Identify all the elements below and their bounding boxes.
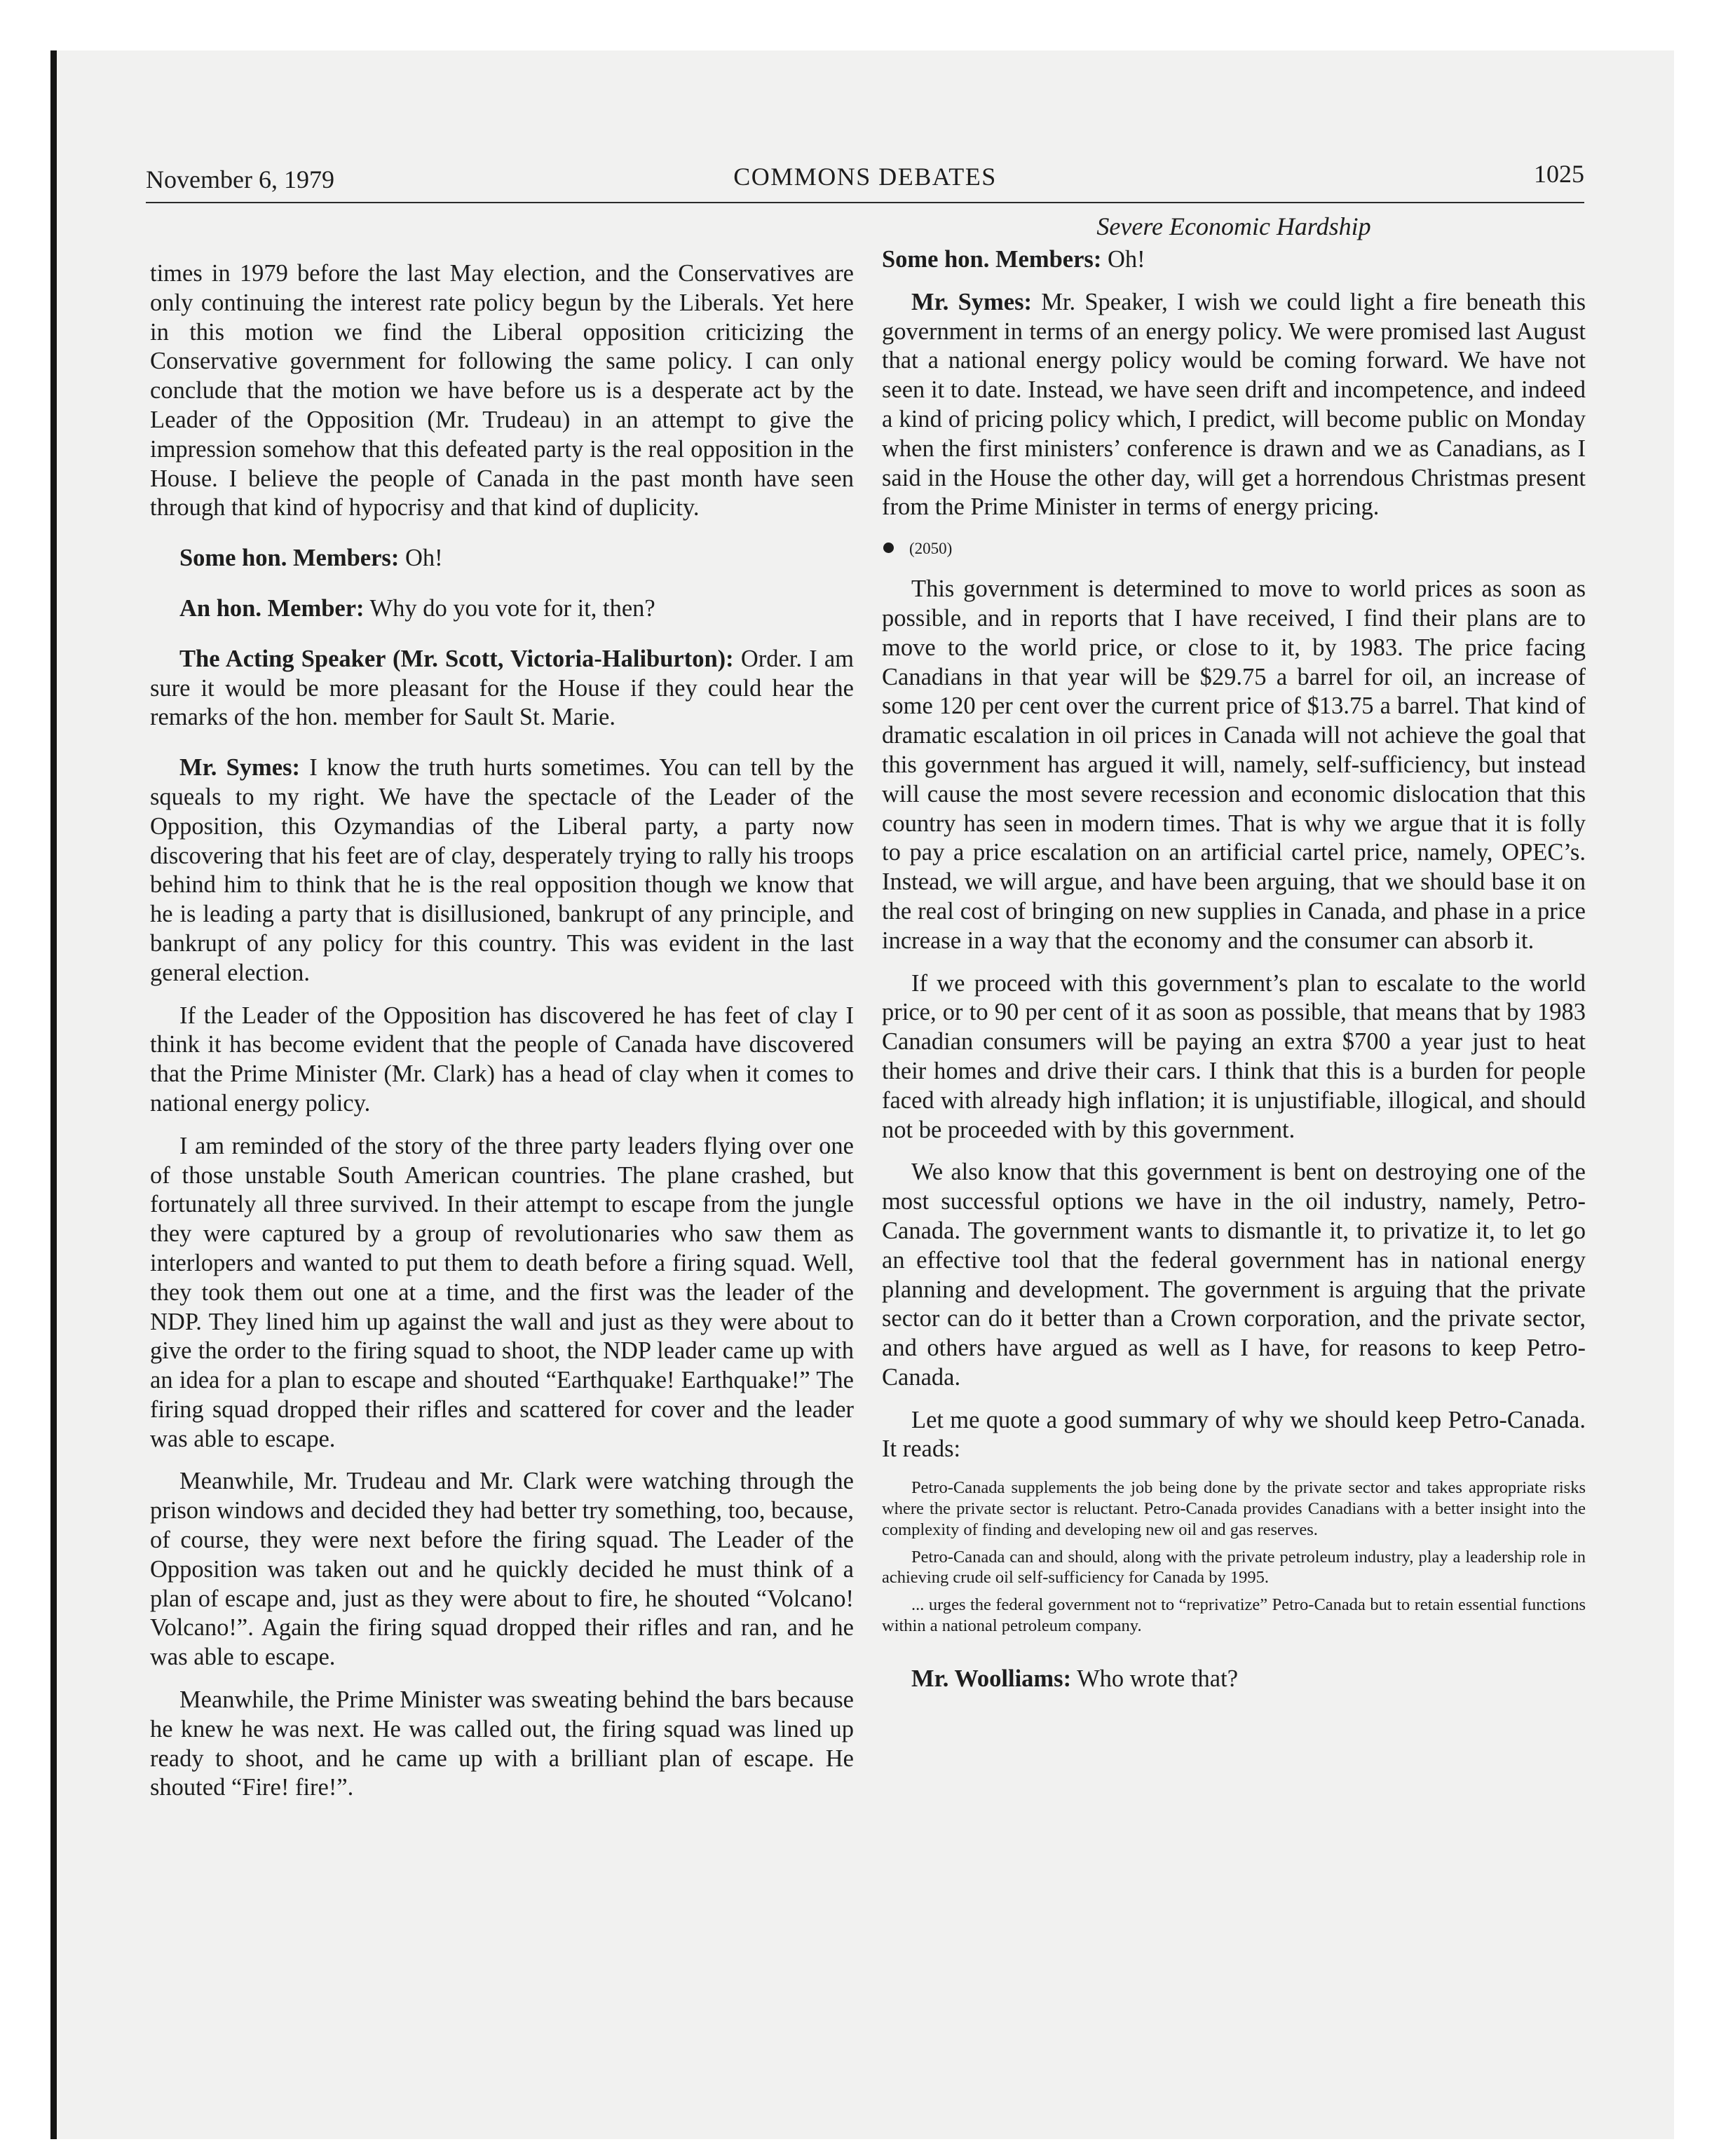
speech-text: I know the truth hurts sometimes. You can tell by the squeals to my right. We have the spectacle of the Leader of the Opposition, this Ozymandias of the Liberal party, a party now discovering that his feet are of clay, desperately trying to rally his troops behind him to think that he is the real opposition though we know that he is leading a party that is disillusioned, bankrupt of any principle, and bankrupt of any policy for this country. This was evident in the last general election. bbox=[150, 754, 854, 986]
page-header bbox=[146, 160, 1584, 203]
paragraph: If we proceed with this government’s plan to escalate to the world price, or to 90 per cent of it as soon as possible, that means that by 1983 Canadian consumers will be paying an extra $700 a year just to heat their homes and drive their cars. I think that this is a burden for people faced with already high inflation; it is unjustifiable, illogical, and should not be proceeded with by this government. bbox=[882, 969, 1586, 1143]
speech bbox=[150, 753, 854, 988]
speech-text: Oh! bbox=[1107, 246, 1145, 273]
bullet-icon bbox=[883, 543, 894, 553]
speech-text: Oh! bbox=[404, 545, 443, 572]
speech bbox=[150, 594, 854, 624]
paragraph: I am reminded of the story of the three party leaders flying over one of those unstable South American countries. The plane crashed, but fortunately all three survived. In their attempt to escape from the jungle they were captured by a group of revolutionaries who saw them as interlopers and wanted to put them to death before a firing squad. Well, they took them out one at a time, and the first was the leader of the NDP. They lined him up against the wall and just as they were about to give the order to the firing squad to shoot, the NDP leader came up with an idea for a plan to escape and shouted “Earthquake! Earthquake!” The firing squad dropped their rifles and scattered for cover and the leader was able to escape. bbox=[150, 1132, 854, 1452]
speech bbox=[150, 544, 854, 573]
paragraph: Let me quote a good summary of why we should keep Petro-Canada. It reads: bbox=[882, 1406, 1586, 1463]
left-column bbox=[150, 259, 854, 1816]
block-quote: ... urges the federal government not to “reprivatize” Petro-Canada but to retain essential functions within a national petroleum company. bbox=[882, 1595, 1586, 1636]
header-page-number: 1025 bbox=[1534, 160, 1584, 188]
speech bbox=[150, 645, 854, 732]
paragraph: If the Leader of the Opposition has discovered he has feet of clay I think it has become evident that the people of Canada have discovered that the Prime Minister (Mr. Clark) has a head of clay when it comes to national energy policy. bbox=[150, 1002, 854, 1117]
paragraph: This government is determined to move to world prices as soon as possible, and in reports that I have received, I find their plans are to move to the world price, or close to it, by 1983. The price facing Canadians in that year will be $29.75 a barrel for oil, an increase of some 120 per cent over the current price of $13.75 a barrel. That kind of dramatic escalation in oil prices in Canada will not achieve the goal that this government has argued it will, namely, self-sufficiency, but instead will cause the most severe recession and economic dislocation that this country has seen in modern times. That is why we argue that it is folly to pay a price escalation on an artificial cartel price, namely, OPEC’s. Instead, we will argue, and have been arguing, that we should base it on the real cost of bringing on new supplies in Canada, and phase in a price increase in a way that the economy and the consumer can absorb it. bbox=[882, 575, 1586, 954]
speech-text: Mr. Speaker, I wish we could light a fire beneath this government in terms of an energy policy. We were promised last August that a national energy policy would be coming forward. We have not seen it to date. Instead, we have seen drift and incompetence, and indeed a kind of pricing policy which, I predict, will become public on Monday when the first ministers’ conference is drawn and we as Canadians, as I said in the House the other day, will get a horrendous Christmas present from the Prime Minister in terms of energy pricing. bbox=[882, 288, 1586, 521]
speech bbox=[882, 288, 1586, 522]
block-quote: Petro-Canada supplements the job being done by the private sector and takes appropriate risks where the private sector is reluctant. Petro-Canada provides Canadians with a better insight into the complexity of finding and developing new oil and gas reserves. bbox=[882, 1478, 1586, 1539]
speaker-name: Mr. Woolliams: bbox=[911, 1665, 1072, 1692]
time-marker-text: (2050) bbox=[909, 540, 953, 558]
time-marker bbox=[883, 535, 1586, 562]
speaker-name: The Acting Speaker (Mr. Scott, Victoria-Haliburton): bbox=[179, 645, 734, 672]
header-date: November 6, 1979 bbox=[146, 165, 334, 193]
speaker-name: Some hon. Members: bbox=[882, 246, 1102, 273]
speech-text: Who wrote that? bbox=[1077, 1665, 1239, 1692]
header-publication-title: COMMONS DEBATES bbox=[733, 163, 997, 191]
paragraph: times in 1979 before the last May election, and the Conservatives are only continuing the interest rate policy begun by the Liberals. Yet here in this motion we find the Liberal opposition criticizing the Conservative government for following the same policy. I can only conclude that the motion we have before us is a desperate act by the Leader of the Opposition (Mr. Trudeau) in an attempt to give the impression somehow that this defeated party is the real opposition in the House. I believe the people of Canada in the past month have seen through that kind of hypocrisy and that kind of duplicity. bbox=[150, 260, 854, 521]
speaker-name: Some hon. Members: bbox=[179, 545, 400, 572]
right-column bbox=[882, 212, 1586, 1707]
speech-text: Order. I am sure it would be more pleasant for the House if they could hear the remarks of the hon. member for Sault St. Marie. bbox=[150, 645, 855, 731]
paragraph: We also know that this government is bent on destroying one of the most successful options we have in the oil industry, namely, Petro-Canada. The government wants to dismantle it, to privatize it, to let go an effective tool that the federal government has in national energy planning and development. The government is arguing that the private sector can do it better than a Crown corporation, and the private sector, and others have argued as well as I have, for reasons to keep Petro-Canada. bbox=[882, 1159, 1586, 1391]
speaker-name: Mr. Symes: bbox=[911, 288, 1032, 315]
speech bbox=[882, 245, 1586, 275]
speech bbox=[882, 1665, 1586, 1694]
speaker-name: Mr. Symes: bbox=[179, 754, 301, 782]
paragraph: Meanwhile, Mr. Trudeau and Mr. Clark were watching through the prison windows and decided they had better try something, too, because, of course, they were next before the firing squad. The Leader of the Opposition was taken out and he quickly decided he must think of a plan of escape and, just as they were about to fire, he shouted “Volcano! Volcano!”. Again the firing squad dropped their rifles and ran, and he was able to escape. bbox=[150, 1468, 854, 1671]
paragraph: Meanwhile, the Prime Minister was sweating behind the bars because he knew he was next. He was called out, the firing squad was lined up ready to shoot, and he came up with a brilliant plan of escape. He shouted “Fire! fire!”. bbox=[150, 1686, 854, 1801]
speech-text: Why do you vote for it, then? bbox=[369, 594, 655, 622]
block-quote: Petro-Canada can and should, along with the private petroleum industry, play a leadership role in achieving crude oil self-sufficiency for Canada by 1995. bbox=[882, 1547, 1586, 1588]
speaker-name: An hon. Member: bbox=[179, 594, 365, 622]
running-head: Severe Economic Hardship bbox=[1096, 212, 1371, 240]
